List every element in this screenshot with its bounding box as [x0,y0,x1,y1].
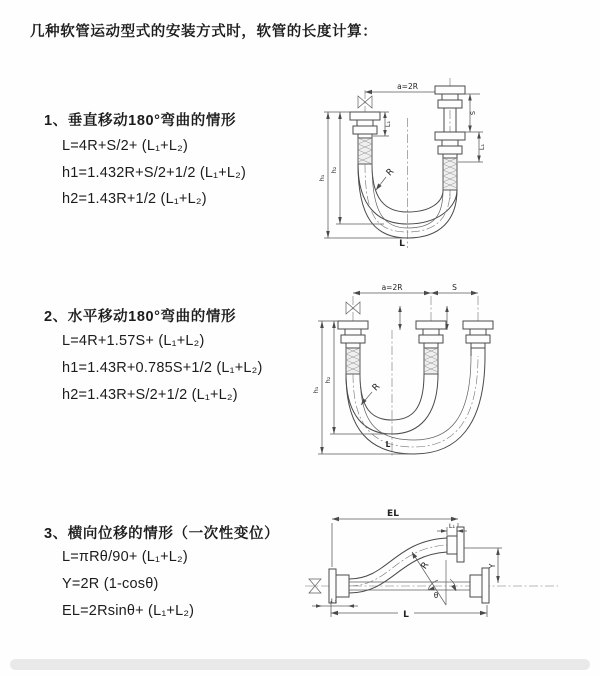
dim-label-h1: h₁ [318,174,326,182]
diagram-horizontal-180 [312,278,584,470]
dim-label-length: L [403,610,409,620]
flange-right [463,321,493,348]
left-braid [358,138,372,164]
dim-label-a2r: a=2R [381,283,403,292]
dimension-length [331,601,487,620]
dimension-width [353,283,431,295]
right-flange-upper [435,86,465,108]
radius-leader [376,167,396,190]
dimension-stroke [431,283,478,295]
section2-formula-h2: h2=1.43R+S/2+1/2 (L₁+L₂) [62,387,238,403]
dim-label-el: EL [387,509,399,519]
dim-label-a2r: a=2R [397,82,418,91]
dimension-fitting-lower [312,597,358,608]
dim-label-l1-right: L₁ [478,143,486,151]
dim-label-l1-upper: L₁ [448,522,456,530]
diagram-lateral-displacement [300,505,590,650]
section1-formula-L: L=4R+S/2+ (L₁+L₂) [62,138,188,154]
section3-formula-L: L=πRθ/90+ (L₁+L₂) [62,549,188,565]
dim-label-l1-lower: L₁ [330,597,338,605]
section3-formula-EL: EL=2Rsinθ+ (L₁+L₂) [62,603,195,619]
flange-middle [416,321,446,348]
dim-label-r: R [384,166,397,179]
dim-label-l1-left: L₁ [384,120,392,128]
dim-label-s: S [469,110,477,116]
dim-label-s: S [452,283,457,292]
dim-label-r: R [419,560,432,572]
section3-formula-Y: Y=2R (1-cosθ) [62,576,159,592]
section3-heading: 3、横向位移的情形（一次性变位） [44,526,280,542]
diagram-vertical-180 [312,70,584,262]
section2-formula-L: L=4R+1.57S+ (L₁+L₂) [62,333,205,349]
hose-u-curves [346,356,485,454]
dim-label-r: R [370,381,383,394]
flange-lower-right [470,568,489,603]
left-flange [350,112,380,138]
section2-formula-h1: h1=1.43R+0.785S+1/2 (L₁+L₂) [62,360,263,376]
section1-formula-h1: h1=1.432R+S/2+1/2 (L₁+L₂) [62,165,247,181]
dim-label-length: L [399,239,405,249]
dim-label-h1: h₁ [312,386,320,394]
radius-leader [361,382,382,405]
right-flange-lower [435,132,465,158]
angle-label: θ [433,591,439,600]
dim-label-h2: h₂ [330,166,338,174]
dim-label-h2: h₂ [324,376,332,384]
braid-middle [424,348,438,374]
dim-label-y: Y [488,563,497,569]
hose-s-curve [349,538,447,593]
section1-heading: 1、垂直移动180°弯曲的情形 [44,113,237,129]
centerlines [365,78,450,248]
dim-label-length: L [385,440,391,449]
dimension-stroke [465,94,483,132]
braid-left [346,348,360,374]
angle-construction [412,552,456,605]
flange-left [338,321,368,348]
page-title: 几种软管运动型式的安装方式时，软管的长度计算： [30,24,378,40]
section2-heading: 2、水平移动180°弯曲的情形 [44,309,237,325]
right-braid [443,158,457,190]
footer-strip [10,659,590,670]
section1-formula-h2: h2=1.43R+1/2 (L₁+L₂) [62,191,207,207]
